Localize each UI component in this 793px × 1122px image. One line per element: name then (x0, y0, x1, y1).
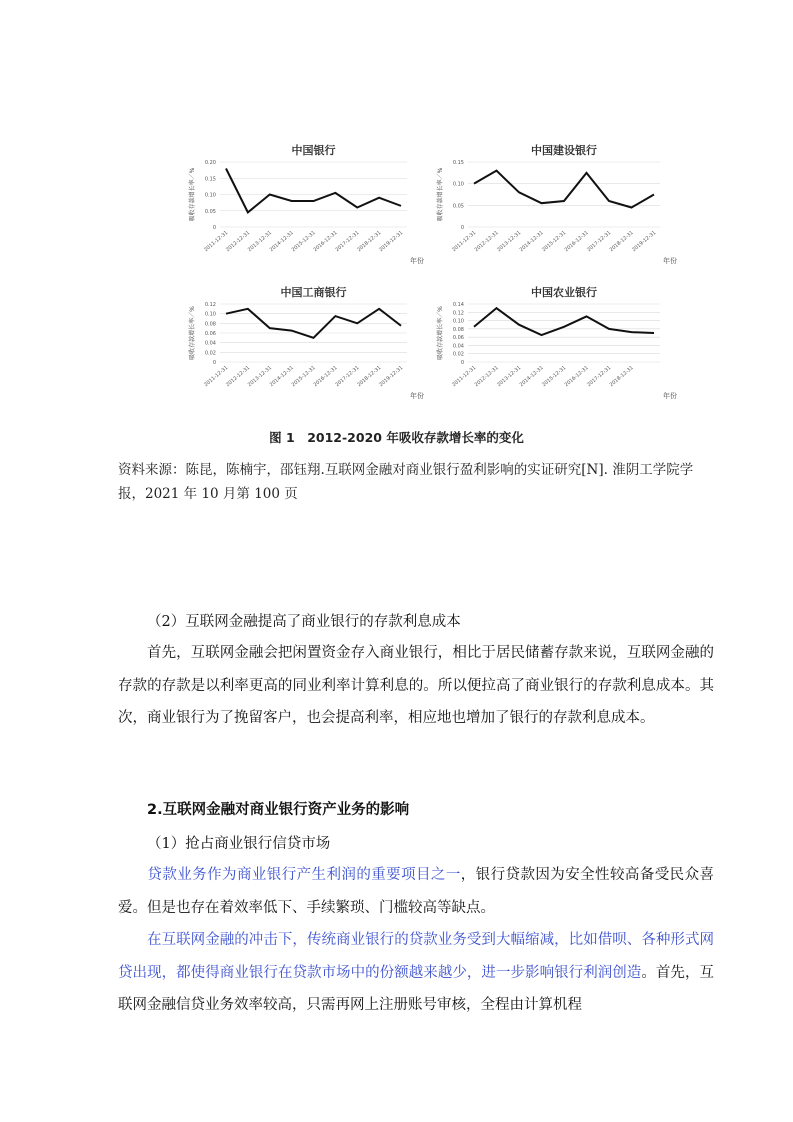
y-tick-label: 0.08 (452, 326, 464, 333)
y-axis-label: 吸收存款增长率／% (189, 167, 196, 222)
x-tick-label: 2018-12-31 (356, 364, 383, 389)
chart-boc (182, 140, 427, 275)
x-tick-label: 2013-12-31 (246, 229, 274, 254)
x-tick-label: 2016-12-31 (312, 364, 339, 389)
y-tick-label: 0.02 (452, 351, 464, 358)
y-tick-label: 0.10 (204, 311, 216, 318)
x-tick-label: 2013-12-31 (246, 364, 274, 389)
x-axis-label: 年份 (410, 257, 424, 265)
x-tick-label: 2017-12-31 (334, 364, 361, 389)
x-tick-label: 2019-12-31 (631, 229, 658, 254)
heading-asset-business: 2.互联网金融对商业银行资产业务的影响 (147, 802, 410, 818)
series-line (226, 169, 401, 213)
y-tick-label: 0.05 (452, 203, 464, 210)
y-tick-label: 0.04 (452, 343, 464, 350)
chart-title: 中国银行 (291, 144, 336, 157)
x-tick-label: 2016-12-31 (563, 364, 590, 389)
y-tick-label: 0 (460, 225, 464, 231)
x-tick-label: 2011-12-31 (451, 229, 478, 254)
x-tick-label: 2016-12-31 (312, 229, 339, 254)
y-tick-label: 0.12 (452, 310, 464, 317)
y-tick-label: 0.02 (204, 350, 216, 357)
figure-caption: 图 1 2012-2020 年吸收存款增长率的变化 (269, 430, 524, 445)
y-axis-label: 吸收存款增长率／% (437, 306, 444, 360)
highlight-text: 贷款业务作为商业银行产生利润的重要项目之一 (147, 867, 461, 883)
y-tick-label: 0.10 (452, 181, 464, 188)
x-tick-label: 2012-12-31 (225, 229, 252, 254)
y-tick-label: 0.15 (452, 160, 464, 166)
x-tick-label: 2015-12-31 (541, 229, 568, 254)
chart-title: 中国工商银行 (280, 286, 347, 299)
section-heading-credit-market: （1）抢占商业银行信贷市场 (147, 836, 331, 852)
x-tick-label: 2011-12-31 (203, 364, 230, 389)
x-tick-label: 2018-12-31 (608, 364, 635, 389)
y-tick-label: 0.20 (204, 160, 216, 166)
x-tick-label: 2015-12-31 (290, 364, 317, 389)
x-tick-label: 2017-12-31 (586, 364, 613, 389)
x-tick-label: 2012-12-31 (473, 229, 500, 254)
y-axis-label: 吸收存款增长率／% (189, 306, 196, 360)
x-tick-label: 2014-12-31 (268, 229, 295, 254)
x-axis-label: 年份 (663, 392, 677, 400)
x-tick-label: 2015-12-31 (541, 364, 568, 389)
x-tick-label: 2015-12-31 (290, 229, 317, 254)
y-tick-label: 0.06 (204, 331, 216, 337)
x-tick-label: 2014-12-31 (518, 229, 545, 254)
y-tick-label: 0 (212, 225, 216, 231)
x-tick-label: 2013-12-31 (496, 229, 523, 254)
y-tick-label: 0.15 (204, 176, 216, 183)
x-tick-label: 2011-12-31 (451, 364, 478, 389)
y-tick-label: 0.10 (204, 192, 216, 199)
y-tick-label: 0.10 (452, 318, 464, 325)
y-axis-label: 吸收存款增长率／% (437, 167, 444, 222)
y-tick-label: 0 (460, 360, 464, 366)
y-tick-label: 0.04 (204, 340, 216, 347)
x-tick-label: 2014-12-31 (268, 364, 295, 389)
x-tick-label: 2011-12-31 (203, 229, 230, 254)
x-tick-label: 2012-12-31 (225, 364, 252, 389)
x-tick-label: 2017-12-31 (334, 229, 361, 254)
x-tick-label: 2013-12-31 (496, 364, 523, 389)
paragraph-text: 。首先，互联网金融信贷业务效率较高，只需再网上注册账号审核，全程由计算机程 (118, 964, 715, 1013)
section-heading-deposit-cost: （2）互联网金融提高了商业银行的存款利息成本 (147, 614, 461, 630)
chart-title: 中国农业银行 (531, 286, 597, 299)
x-axis-label: 年份 (410, 392, 424, 400)
x-tick-label: 2017-12-31 (586, 229, 613, 254)
paragraph-text: 首先，互联网金融会把闲置资金存入商业银行，相比于居民储蓄存款来说，互联网金融的存款的存款是以利率更高的同业利率计算利息的。所以便拉高了商业银行的存款利息成本。其次，商业银行为了挽留客户，也会提高利率，相应地也增加了银行的存款利息成本。 (118, 645, 714, 726)
chart-ccb (430, 140, 680, 275)
y-tick-label: 0.08 (204, 321, 216, 328)
y-tick-label: 0.12 (204, 302, 216, 308)
x-tick-label: 2019-12-31 (378, 229, 405, 254)
paragraph-impact (118, 924, 714, 1022)
paragraph-deposit-cost (118, 637, 714, 735)
x-tick-label: 2019-12-31 (378, 364, 405, 389)
x-tick-label: 2014-12-31 (518, 364, 545, 389)
highlight-text: 在互联网金融的冲击下，传统商业银行的贷款业务受到大幅缩减，比如借呗、各种形式网贷出现，都使得商业银行在贷款市场中的份额越来越少，进一步影响银行利润创造 (118, 932, 714, 981)
x-axis-label: 年份 (663, 257, 677, 265)
series-line (474, 171, 654, 208)
x-tick-label: 2016-12-31 (563, 229, 590, 254)
chart-icbc (182, 282, 427, 410)
source-note: 资料来源：陈昆，陈楠宇，邵钰翔.互联网金融对商业银行盈利影响的实证研究[N]. 淮阴工学院学报，2021 年 10 月第 100 页 (118, 462, 694, 502)
x-tick-label: 2012-12-31 (473, 364, 500, 389)
y-tick-label: 0.06 (452, 335, 464, 342)
y-tick-label: 0.14 (452, 302, 464, 308)
paragraph-text: ，银行贷款因为安全性较高备受民众喜爱。但是也存在着效率低下、手续繁琐、门槛较高等缺点。 (118, 867, 715, 916)
x-tick-label: 2018-12-31 (608, 229, 635, 254)
y-tick-label: 0 (212, 360, 216, 366)
paragraph-loans (118, 859, 714, 924)
y-tick-label: 0.05 (204, 208, 216, 215)
chart-abc (430, 282, 680, 410)
chart-title: 中国建设银行 (531, 144, 597, 157)
x-tick-label: 2018-12-31 (356, 229, 383, 254)
